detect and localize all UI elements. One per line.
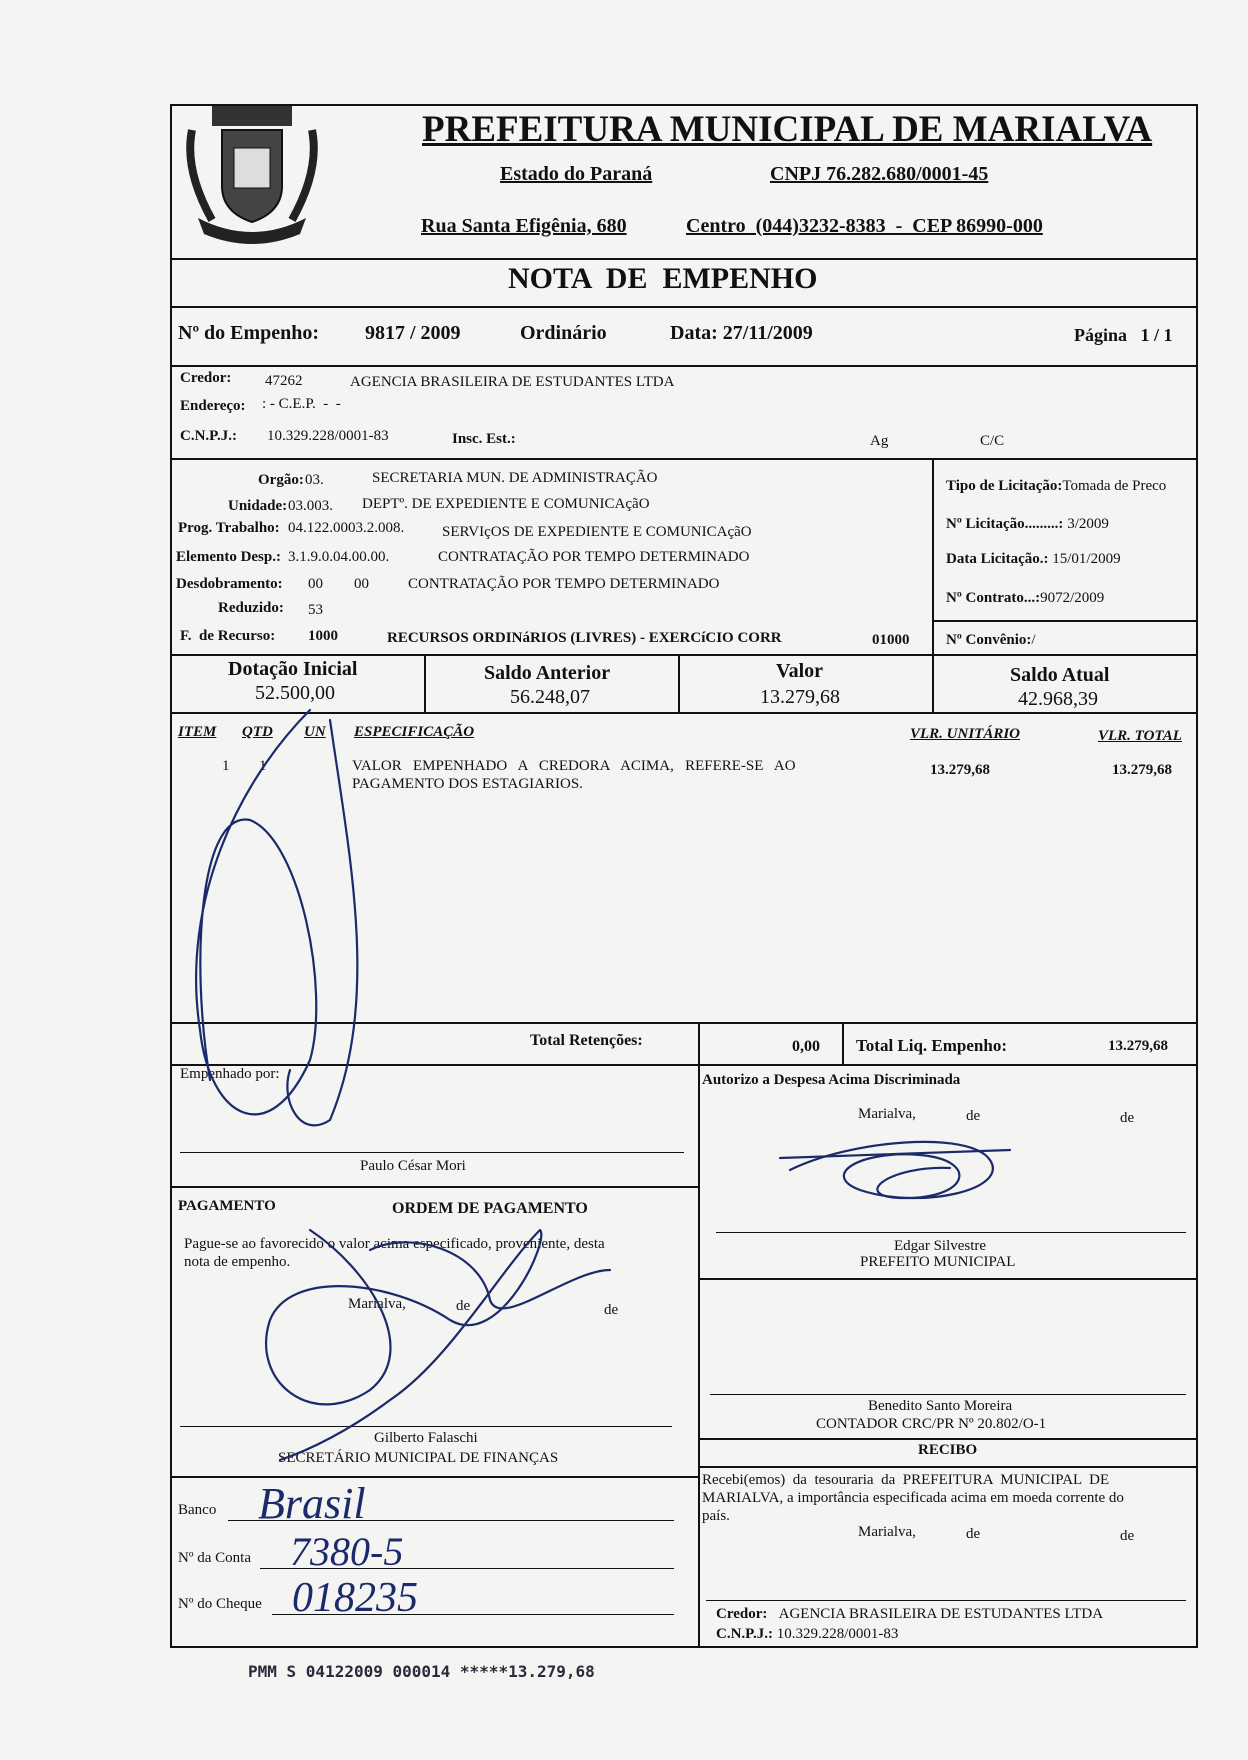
ag-label: Ag xyxy=(870,433,889,449)
col-spec-header: ESPECIFICAÇÃO xyxy=(354,724,475,740)
prefeito-name: Edgar Silvestre xyxy=(894,1238,987,1254)
divider xyxy=(698,1022,700,1064)
divider xyxy=(170,654,1198,656)
endereco-value: : - C.E.P. - - xyxy=(262,396,341,412)
unidade-desc: DEPTº. DE EXPEDIENTE E COMUNICAçãO xyxy=(362,496,650,512)
cheque-handwritten: 018235 xyxy=(292,1575,418,1621)
elemento-code: 3.1.9.0.04.00.00. xyxy=(288,549,390,565)
elemento-label: Elemento Desp.: xyxy=(176,549,281,565)
item-spec-line1: VALOR EMPENHADO A CREDORA ACIMA, REFERE-SE AO xyxy=(352,758,796,774)
reduzido-value: 53 xyxy=(308,602,323,618)
document-title: NOTA DE EMPENHO xyxy=(508,262,818,295)
credor-name: AGENCIA BRASILEIRA DE ESTUDANTES LTDA xyxy=(350,374,675,390)
valor-value: 13.279,68 xyxy=(760,686,840,708)
item-unit-price: 13.279,68 xyxy=(930,762,990,778)
header-state: Estado do Paraná xyxy=(500,163,653,185)
autorizo-de1: de xyxy=(966,1108,981,1124)
divider xyxy=(170,306,1198,308)
divider xyxy=(932,654,934,712)
elemento-desc: CONTRATAÇÃO POR TEMPO DETERMINADO xyxy=(438,549,750,565)
saldo-anterior-value: 56.248,07 xyxy=(510,686,590,708)
signature-line xyxy=(710,1394,1186,1395)
credor-code: 47262 xyxy=(265,373,303,389)
saldo-anterior-label: Saldo Anterior xyxy=(484,662,611,684)
pagamento-text-line2: nota de empenho. xyxy=(184,1254,291,1270)
insc-est-label: Insc. Est.: xyxy=(452,431,516,447)
tipo-licitacao-label: Tipo de Licitação:Tomada de Preco xyxy=(946,478,1167,494)
recibo-line3: país. xyxy=(702,1508,730,1524)
contador-name: Benedito Santo Moreira xyxy=(868,1398,1013,1414)
municipal-coat-of-arms-logo xyxy=(178,100,326,250)
recibo-cnpj: C.N.P.J.: 10.329.228/0001-83 xyxy=(716,1626,899,1642)
header-title: PREFEITURA MUNICIPAL DE MARIALVA xyxy=(422,109,1153,150)
divider xyxy=(698,1466,1198,1468)
signature-line xyxy=(716,1232,1186,1233)
empenhado-por-label: Empenhado por: xyxy=(180,1066,280,1082)
divider xyxy=(698,1438,1198,1440)
divider xyxy=(932,458,934,654)
item-spec-line2: PAGAMENTO DOS ESTAGIARIOS. xyxy=(352,776,583,792)
desdobramento-desc: CONTRATAÇÃO POR TEMPO DETERMINADO xyxy=(408,576,720,592)
prefeito-role: PREFEITO MUNICIPAL xyxy=(860,1254,1016,1270)
convenio-label: Nº Convênio:/ xyxy=(946,632,1036,648)
total-liq-value: 13.279,68 xyxy=(1108,1038,1168,1054)
autorizo-label: Autorizo a Despesa Acima Discriminada xyxy=(702,1072,961,1088)
item-qty: 1 xyxy=(259,758,267,774)
divider xyxy=(678,654,680,712)
fonte-recurso-code2: 01000 xyxy=(872,632,910,648)
recibo-line1: Recebi(emos) da tesouraria da PREFEITURA MUNICIPAL DE xyxy=(702,1472,1110,1488)
empenho-number-label: Nº do Empenho: xyxy=(178,322,320,344)
page-indicator: Página 1 / 1 xyxy=(1074,325,1173,345)
recibo-city: Marialva, xyxy=(858,1524,916,1540)
fonte-recurso-code: 1000 xyxy=(308,628,338,644)
fonte-recurso-label: F. de Recurso: xyxy=(180,628,276,644)
signature-paulo xyxy=(180,700,410,1160)
recibo-line2: MARIALVA, a importância especificada acima em moeda corrente do xyxy=(702,1490,1124,1506)
pagamento-city: Marialva, xyxy=(348,1296,406,1312)
col-item-header: ITEM xyxy=(178,724,217,740)
secretario-name: Gilberto Falaschi xyxy=(374,1430,478,1446)
signature-edgar xyxy=(770,1120,1030,1220)
divider xyxy=(932,620,1198,622)
autorizo-city: Marialva, xyxy=(858,1106,916,1122)
header-address: Centro (044)3232-8383 - CEP 86990-000 xyxy=(686,215,1043,237)
header-cnpj: CNPJ 76.282.680/0001-45 xyxy=(770,163,989,185)
cnpj-value: 10.329.228/0001-83 xyxy=(267,428,389,444)
divider xyxy=(170,258,1198,260)
fonte-recurso-desc: RECURSOS ORDINáRIOS (LIVRES) - EXERCíCIO CORR xyxy=(387,630,782,646)
ordem-pagamento-title: ORDEM DE PAGAMENTO xyxy=(392,1200,588,1217)
signature-line xyxy=(706,1600,1186,1601)
item-number: 1 xyxy=(222,758,230,774)
total-liq-label: Total Liq. Empenho: xyxy=(856,1036,1007,1055)
pagamento-de1: de xyxy=(456,1298,471,1314)
empenho-type: Ordinário xyxy=(520,322,607,344)
desdobramento-code2: 00 xyxy=(354,576,369,592)
pagamento-label: PAGAMENTO xyxy=(178,1198,276,1214)
orgao-label: Orgão: xyxy=(258,472,304,488)
valor-label: Valor xyxy=(776,660,824,682)
prog-code: 04.122.0003.2.008. xyxy=(288,520,405,536)
saldo-atual-value: 42.968,39 xyxy=(1018,688,1098,710)
divider xyxy=(424,654,426,712)
cheque-label: Nº do Cheque xyxy=(178,1596,262,1612)
desdobramento-code1: 00 xyxy=(308,576,323,592)
conta-handwritten: 7380-5 xyxy=(290,1529,404,1574)
orgao-desc: SECRETARIA MUN. DE ADMINISTRAÇÃO xyxy=(372,470,658,486)
desdobramento-label: Desdobramento: xyxy=(176,576,283,592)
empenhado-por-name: Paulo César Mori xyxy=(360,1158,466,1174)
item-total: 13.279,68 xyxy=(1112,762,1172,778)
endereco-label: Endereço: xyxy=(180,398,246,414)
cc-label: C/C xyxy=(980,433,1005,449)
conta-label: Nº da Conta xyxy=(178,1550,251,1566)
cnpj-label: C.N.P.J.: xyxy=(180,428,237,444)
divider xyxy=(170,458,1198,460)
prog-desc: SERVIçOS DE EXPEDIENTE E COMUNICAçãO xyxy=(442,524,752,540)
total-retencoes-label: Total Retenções: xyxy=(530,1032,643,1049)
footer-stamp: PMM S 04122009 000014 *****13.279,68 xyxy=(248,1662,595,1681)
pagamento-de2: de xyxy=(604,1302,619,1318)
recibo-credor: Credor: AGENCIA BRASILEIRA DE ESTUDANTES LTDA xyxy=(716,1606,1104,1622)
contador-role: CONTADOR CRC/PR Nº 20.802/O-1 xyxy=(816,1416,1047,1432)
recibo-de2: de xyxy=(1120,1528,1135,1544)
recibo-de1: de xyxy=(966,1526,981,1542)
num-licitacao-label: Nº Licitação.........: 3/2009 xyxy=(946,516,1109,532)
col-unit-price-header: VLR. UNITÁRIO xyxy=(910,726,1021,742)
credor-label: Credor: xyxy=(180,370,232,386)
divider xyxy=(170,1476,698,1478)
unidade-code: 03.003. xyxy=(288,498,333,514)
prog-label: Prog. Trabalho: xyxy=(178,520,280,536)
recibo-title: RECIBO xyxy=(918,1442,978,1458)
saldo-atual-label: Saldo Atual xyxy=(1010,664,1110,686)
empenho-number-value: 9817 / 2009 xyxy=(365,322,461,344)
empenho-date: Data: 27/11/2009 xyxy=(670,322,813,344)
divider xyxy=(842,1022,844,1064)
dotacao-label: Dotação Inicial xyxy=(228,658,358,680)
divider xyxy=(698,1064,700,1648)
banco-label: Banco xyxy=(178,1502,217,1518)
divider xyxy=(170,365,1198,367)
dotacao-value: 52.500,00 xyxy=(255,682,335,704)
orgao-code: 03. xyxy=(305,472,324,488)
reduzido-label: Reduzido: xyxy=(218,600,284,616)
total-retencoes-value: 0,00 xyxy=(792,1038,820,1055)
col-total-header: VLR. TOTAL xyxy=(1098,728,1182,744)
col-un-header: UN xyxy=(304,724,326,740)
secretario-role: SECRETÁRIO MUNICIPAL DE FINANÇAS xyxy=(278,1450,559,1466)
unidade-label: Unidade: xyxy=(228,498,288,514)
col-qtd-header: QTD xyxy=(242,724,273,740)
divider xyxy=(170,1186,698,1188)
banco-handwritten: Brasil xyxy=(258,1479,366,1528)
contrato-label: Nº Contrato...:9072/2009 xyxy=(946,590,1105,606)
header-street: Rua Santa Efigênia, 680 xyxy=(421,215,627,237)
signature-gilberto xyxy=(250,1210,630,1470)
pagamento-text-line1: Pague-se ao favorecido o valor acima especificado, proveniente, desta xyxy=(184,1236,605,1252)
autorizo-de2: de xyxy=(1120,1110,1135,1126)
divider xyxy=(698,1278,1198,1280)
data-licitacao-label: Data Licitação.: 15/01/2009 xyxy=(946,551,1121,567)
